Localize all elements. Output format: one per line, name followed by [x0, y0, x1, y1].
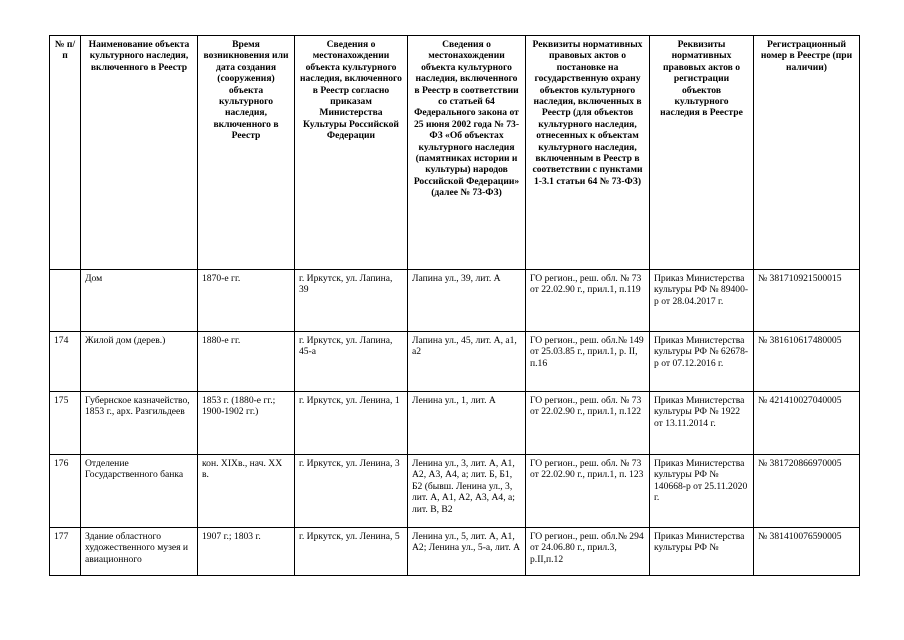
registration-act: Приказ Министерства культуры РФ № 1922 от 13.11.2014 г.: [650, 392, 754, 455]
table-row: [50, 455, 860, 528]
creation-date: кон. XIXв., нач. XX в.: [198, 455, 295, 528]
row-number: [50, 270, 81, 332]
object-name: Отделение Государственного банка: [81, 455, 198, 528]
registration-act: Приказ Министерства культуры РФ № 140668-р от 25.11.2020 г.: [650, 455, 754, 528]
header-number: № п/п: [50, 36, 81, 270]
registration-act: Приказ Министерства культуры РФ № 89400-р от 28.04.2017 г.: [650, 270, 754, 332]
row-number: 174: [50, 332, 81, 392]
location-law: Ленина ул., 1, лит. А: [408, 392, 526, 455]
header-creation-date: Время возникновения или дата создания (сооружения) объекта культурного наследия, включенного в Реестр: [198, 36, 295, 270]
protection-act: ГО регион., реш. обл.№ 294 от 24.06.80 г., прил.3, р.II,п.12: [526, 528, 650, 576]
header-location-order: Сведения о местонахождении объекта культурного наследия, включенного в Реестр согласно приказам Министерства Культуры Российской Федерации: [295, 36, 408, 270]
object-name: Здание областного художественного музея и авиационного: [81, 528, 198, 576]
location-order: г. Иркутск, ул. Ленина, 1: [295, 392, 408, 455]
registration-number: № 421410027040005: [754, 392, 860, 455]
header-row: [50, 36, 860, 270]
location-order: г. Иркутск, ул. Ленина, 3: [295, 455, 408, 528]
location-law: Лапина ул., 45, лит. А, а1, а2: [408, 332, 526, 392]
object-name: Губернское казначейство, 1853 г., арх. Разгильдеев: [81, 392, 198, 455]
registration-number: № 381720866970005: [754, 455, 860, 528]
creation-date: 1853 г. (1880-е гг.; 1900-1902 гг.): [198, 392, 295, 455]
registration-number: № 381410076590005: [754, 528, 860, 576]
header-protection-act: Реквизиты нормативных правовых актов о постановке на государственную охрану объектов культурного наследия, включенных в Реестр (для объектов культурного наследия, отнесенных к объектам культурного наследия, включенным в Реестр в соответствии с пунктами 1-3.1 статьи 64 № 73-ФЗ): [526, 36, 650, 270]
table-row: [50, 392, 860, 455]
table-row: [50, 332, 860, 392]
header-object-name: Наименование объекта культурного наследия, включенного в Реестр: [81, 36, 198, 270]
header-registration-act: Реквизиты нормативных правовых актов о регистрации объектов культурного наследия в Реестре: [650, 36, 754, 270]
location-law: Ленина ул., 5, лит. А, А1, А2; Ленина ул., 5-а, лит. А: [408, 528, 526, 576]
location-law: Лапина ул., 39, лит. А: [408, 270, 526, 332]
protection-act: ГО регион., реш. обл. № 73 от 22.02.90 г., прил.1, п.122: [526, 392, 650, 455]
row-number: 176: [50, 455, 81, 528]
row-number: 175: [50, 392, 81, 455]
protection-act: ГО регион., реш. обл. № 73 от 22.02.90 г., прил.1, п.119: [526, 270, 650, 332]
object-name: Дом: [81, 270, 198, 332]
protection-act: ГО регион., реш. обл. № 73 от 22.02.90 г., прил.1, п. 123: [526, 455, 650, 528]
location-law: Ленина ул., 3, лит. А, А1, А2, А3, А4, а; лит. Б, Б1, Б2 (бывш. Ленина ул., 3, лит. А, А1, А2, А3, А4, а; лит. В, В2: [408, 455, 526, 528]
location-order: г. Иркутск, ул. Лапина, 45-а: [295, 332, 408, 392]
registration-act: Приказ Министерства культуры РФ №: [650, 528, 754, 576]
table-row: [50, 528, 860, 576]
location-order: г. Иркутск, ул. Ленина, 5: [295, 528, 408, 576]
protection-act: ГО регион., реш. обл.№ 149 от 25.03.85 г., прил.1, р. II, п.16: [526, 332, 650, 392]
object-name: Жилой дом (дерев.): [81, 332, 198, 392]
header-registration-number: Регистрационный номер в Реестре (при наличии): [754, 36, 860, 270]
row-number: 177: [50, 528, 81, 576]
table-row: [50, 270, 860, 332]
creation-date: 1907 г.; 1803 г.: [198, 528, 295, 576]
registration-number: № 381710921500015: [754, 270, 860, 332]
creation-date: 1870-е гг.: [198, 270, 295, 332]
registry-table: [49, 35, 860, 576]
header-location-law: Сведения о местонахождении объекта культурного наследия, включенного в Реестр в соответствии со статьей 64 Федерального закона от 25 июня 2002 года № 73-ФЗ «Об объектах культурного наследия (памятниках истории и культуры) народов Российской Федерации» (далее № 73-ФЗ): [408, 36, 526, 270]
registration-number: № 381610617480005: [754, 332, 860, 392]
creation-date: 1880-е гг.: [198, 332, 295, 392]
registration-act: Приказ Министерства культуры РФ № 62678-р от 07.12.2016 г.: [650, 332, 754, 392]
location-order: г. Иркутск, ул. Лапина, 39: [295, 270, 408, 332]
